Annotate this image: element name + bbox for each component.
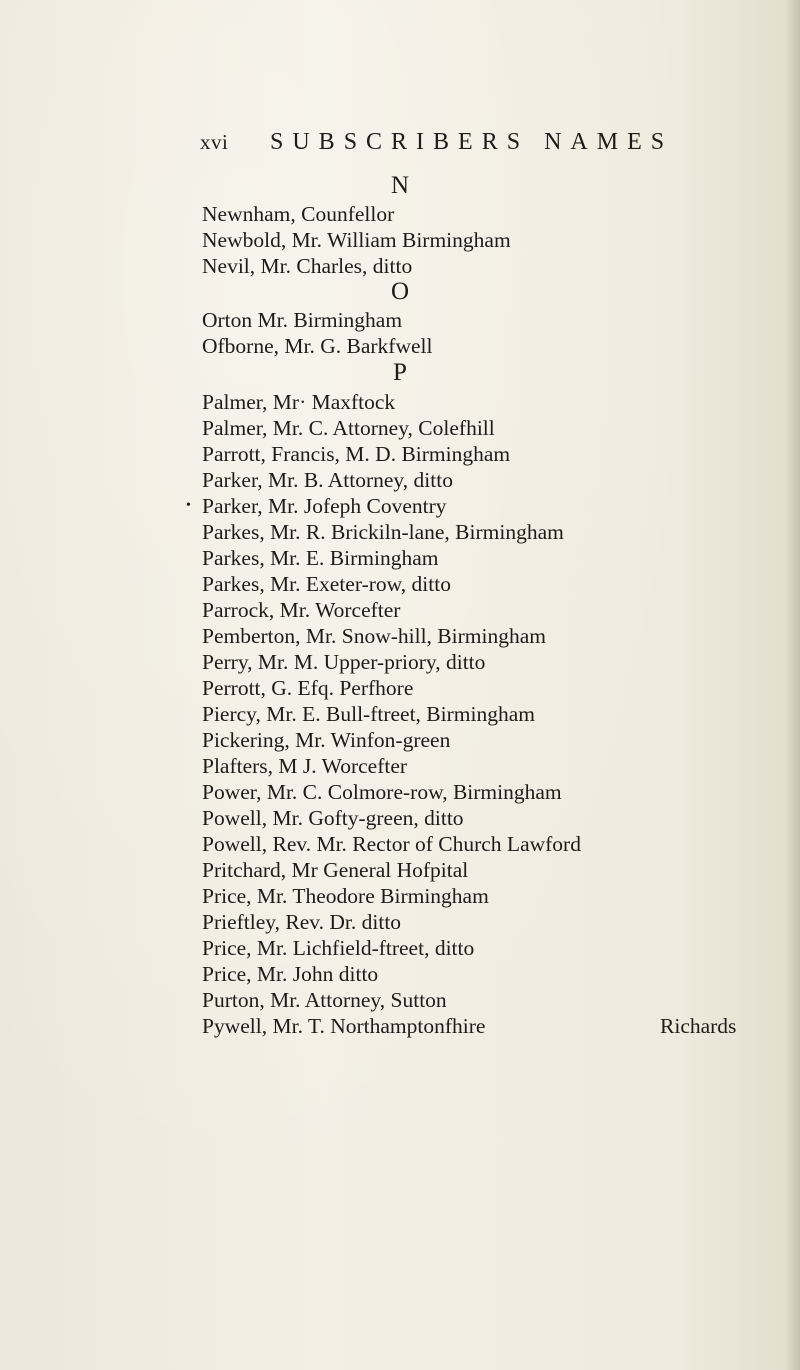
subscriber-entry: Powell, Mr. Gofty-green, ditto — [202, 806, 464, 830]
subscriber-entry: Prieftley, Rev. Dr. ditto — [202, 910, 402, 934]
subscriber-entry: Perry, Mr. M. Upper-priory, ditto — [202, 650, 486, 674]
subscriber-entry: Orton Mr. Birmingham — [202, 308, 403, 332]
bullet-mark: • — [186, 498, 191, 513]
subscriber-entry: Pickering, Mr. Winfon-green — [202, 728, 451, 752]
subscriber-entry: Perrott, G. Efq. Perfhore — [202, 676, 414, 700]
subscriber-entry: Price, Mr. Theodore Birmingham — [202, 884, 489, 908]
section-letter-p: P — [393, 359, 407, 386]
subscriber-entry: Parkes, Mr. E. Birmingham — [202, 546, 439, 570]
page-number: xvi — [200, 130, 229, 154]
subscriber-entry: Palmer, Mr· Maxftock — [202, 390, 396, 414]
section-letter-o: O — [390, 278, 410, 305]
subscriber-entry: Parrott, Francis, M. D. Birmingham — [202, 442, 511, 466]
subscriber-entry: Powell, Rev. Mr. Rector of Church Lawford — [202, 832, 581, 856]
subscriber-entry: Pemberton, Mr. Snow-hill, Birmingham — [202, 624, 546, 648]
catchword: Richards — [660, 1014, 737, 1038]
subscriber-entry: Pywell, Mr. T. Northamptonfhire — [202, 1014, 486, 1038]
subscriber-entry: Price, Mr. Lichfield-ftreet, ditto — [202, 936, 475, 960]
subscriber-entry: Parkes, Mr. R. Brickiln-lane, Birmingham — [202, 520, 564, 544]
subscriber-entry: Purton, Mr. Attorney, Sutton — [202, 988, 447, 1012]
page-header — [200, 128, 760, 168]
subscriber-entry: Nevil, Mr. Charles, ditto — [202, 254, 413, 278]
section-letter-n: N — [390, 172, 410, 199]
subscriber-entry: Parker, Mr. B. Attorney, ditto — [202, 468, 453, 492]
subscriber-entry: Newnham, Counfellor — [202, 202, 395, 226]
subscriber-entry: Price, Mr. John ditto — [202, 962, 379, 986]
subscriber-entry: Piercy, Mr. E. Bull-ftreet, Birmingham — [202, 702, 535, 726]
subscriber-entry: Pritchard, Mr General Hofpital — [202, 858, 469, 882]
subscriber-entry: Parkes, Mr. Exeter-row, ditto — [202, 572, 451, 596]
subscriber-entry: Parrock, Mr. Worcefter — [202, 598, 401, 622]
subscriber-entry: Palmer, Mr. C. Attorney, Colefhill — [202, 416, 495, 440]
subscriber-entry: Ofborne, Mr. G. Barkfwell — [202, 334, 433, 358]
subscriber-entry: Power, Mr. C. Colmore-row, Birmingham — [202, 780, 562, 804]
running-head: SUBSCRIBERS NAMES — [270, 129, 674, 155]
subscriber-entry: Parker, Mr. Jofeph Coventry — [202, 494, 447, 518]
subscriber-entry: Plafters, M J. Worcefter — [202, 754, 408, 778]
page-edge-shadow — [786, 0, 800, 1370]
subscriber-entry: Newbold, Mr. William Birmingham — [202, 228, 511, 252]
